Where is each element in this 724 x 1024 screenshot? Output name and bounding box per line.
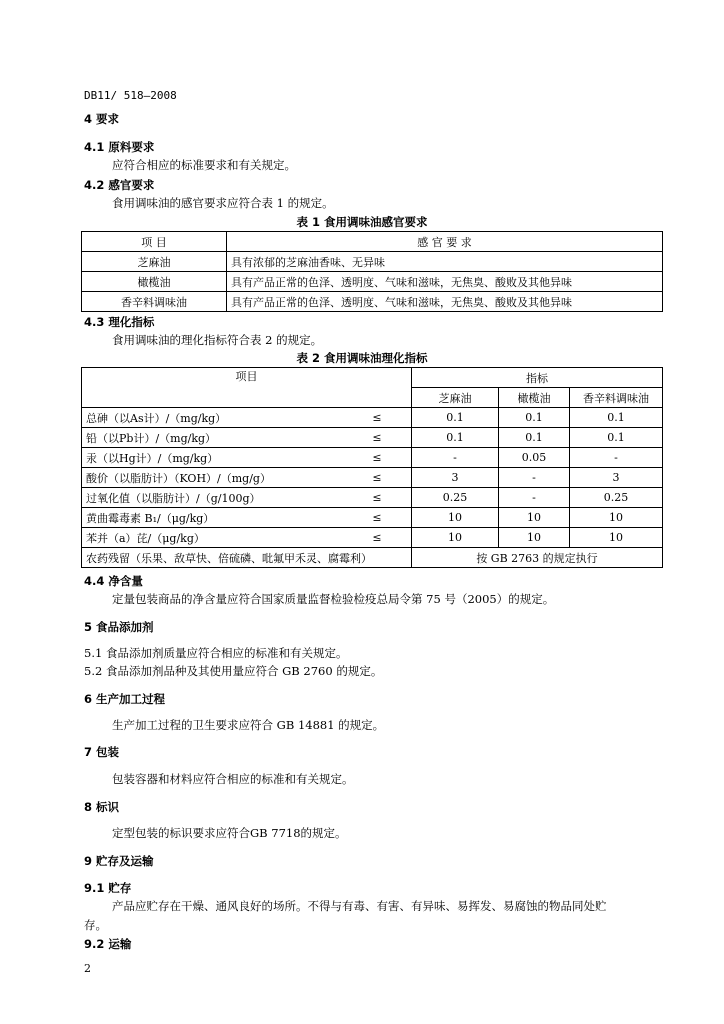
section-4-2-text: 食用调味油的感官要求应符合表 1 的规定。	[112, 196, 334, 210]
table-1-caption: 表 1 食用调味油感官要求	[296, 215, 428, 229]
table-cell: 具有产品正常的色泽、透明度、气味和滋味，无焦臭、酸败及其他异味	[227, 292, 663, 312]
table-cell: 10	[499, 508, 570, 528]
table-cell: 0.1	[570, 408, 663, 428]
table-cell: ≤	[343, 448, 412, 468]
table-cell: ≤	[343, 528, 412, 548]
section-5-1-text: 5.1 食品添加剂质量应符合相应的标准和有关规定。	[84, 646, 348, 660]
table-cell: 10	[499, 528, 570, 548]
table-cell: 汞（以Hg计）/（mg/kg）	[82, 448, 344, 468]
table-row	[82, 408, 663, 428]
section-4-1-heading: 4.1 原料要求	[84, 140, 155, 154]
table-cell: 10	[412, 508, 499, 528]
table-cell: ≤	[343, 428, 412, 448]
table-1-header-requirement: 感 官 要 求	[227, 232, 663, 252]
table-cell: 香辛料调味油	[82, 292, 227, 312]
section-9-1-text-line1: 产品应贮存在干燥、通风良好的场所。不得与有毒、有害、有异味、易挥发、易腐蚀的物品同处贮	[112, 899, 607, 913]
table-cell: 10	[570, 508, 663, 528]
section-4-4-text: 定量包装商品的净含量应符合国家质量监督检验检疫总局令第 75 号（2005）的规定。	[112, 592, 555, 606]
table-cell: 10	[412, 528, 499, 548]
table-cell: 0.25	[412, 488, 499, 508]
table-2-subheader-spice: 香辛料调味油	[570, 388, 663, 408]
table-2-header-row	[82, 368, 663, 388]
table-cell: -	[499, 488, 570, 508]
table-cell: ≤	[343, 408, 412, 428]
table-cell: -	[570, 448, 663, 468]
table-cell: 3	[412, 468, 499, 488]
standard-number: DB11/ 518—2008	[84, 89, 177, 102]
table-row	[82, 508, 663, 528]
section-4-heading: 4 要求	[84, 112, 120, 126]
section-9-1-text-line2: 存。	[84, 918, 107, 932]
section-4-2-heading: 4.2 感官要求	[84, 178, 155, 192]
table-1	[81, 231, 663, 312]
section-5-2-text: 5.2 食品添加剂品种及其使用量应符合 GB 2760 的规定。	[84, 664, 383, 678]
table-cell: 具有产品正常的色泽、透明度、气味和滋味，无焦臭、酸败及其他异味	[227, 272, 663, 292]
table-cell: 铅（以Pb计）/（mg/kg）	[82, 428, 344, 448]
section-9-2-heading: 9.2 运输	[84, 937, 132, 951]
table-row	[82, 488, 663, 508]
table-cell: -	[499, 468, 570, 488]
table-cell: 0.1	[412, 428, 499, 448]
table-cell: 酸价（以脂肪计）（KOH）/（mg/g）	[82, 468, 344, 488]
table-cell: ≤	[343, 508, 412, 528]
table-row	[82, 272, 663, 292]
section-9-heading: 9 贮存及运输	[84, 854, 154, 868]
table-cell: 总砷（以As计）/（mg/kg）	[82, 408, 344, 428]
table-cell: 0.1	[499, 408, 570, 428]
table-cell: -	[412, 448, 499, 468]
section-4-4-heading: 4.4 净含量	[84, 574, 143, 588]
table-cell: 苯并（a）芘/（μg/kg）	[82, 528, 344, 548]
table-row	[82, 448, 663, 468]
table-cell: 农药残留（乐果、敌草快、倍硫磷、吡氟甲禾灵、腐霉利）	[82, 548, 412, 568]
section-6-heading: 6 生产加工过程	[84, 692, 166, 706]
table-cell: 10	[570, 528, 663, 548]
section-9-1-heading: 9.1 贮存	[84, 881, 132, 895]
section-8-heading: 8 标识	[84, 800, 120, 814]
table-cell: ≤	[343, 468, 412, 488]
table-cell: 橄榄油	[82, 272, 227, 292]
section-8-text: 定型包装的标识要求应符合GB 7718的规定。	[112, 826, 347, 840]
section-4-3-heading: 4.3 理化指标	[84, 315, 155, 329]
table-cell: 黄曲霉毒素 B₁/（μg/kg）	[82, 508, 344, 528]
table-cell: 按 GB 2763 的规定执行	[412, 548, 663, 568]
table-2-caption: 表 2 食用调味油理化指标	[296, 351, 428, 365]
table-cell: ≤	[343, 488, 412, 508]
table-row	[82, 292, 663, 312]
table-cell: 0.25	[570, 488, 663, 508]
table-1-header-row	[82, 232, 663, 252]
table-cell: 0.05	[499, 448, 570, 468]
section-4-1-text: 应符合相应的标准要求和有关规定。	[112, 158, 296, 172]
table-row	[82, 428, 663, 448]
section-5-heading: 5 食品添加剂	[84, 620, 154, 634]
table-row	[82, 548, 663, 568]
table-row	[82, 252, 663, 272]
table-row	[82, 468, 663, 488]
table-2-header-index: 指标	[412, 368, 663, 388]
table-cell: 具有浓郁的芝麻油香味、无异味	[227, 252, 663, 272]
table-1-header-item: 项 目	[82, 232, 227, 252]
section-7-heading: 7 包装	[84, 745, 120, 759]
section-6-text: 生产加工过程的卫生要求应符合 GB 14881 的规定。	[112, 718, 385, 732]
table-cell: 过氧化值（以脂肪计）/（g/100g）	[82, 488, 344, 508]
table-cell: 0.1	[499, 428, 570, 448]
table-cell: 3	[570, 468, 663, 488]
section-4-3-text: 食用调味油的理化指标符合表 2 的规定。	[112, 333, 323, 347]
table-2-subheader-sesame: 芝麻油	[412, 388, 499, 408]
table-row	[82, 528, 663, 548]
table-cell: 0.1	[412, 408, 499, 428]
section-7-text: 包装容器和材料应符合相应的标准和有关规定。	[112, 772, 354, 786]
table-2-header-item: 项目	[82, 368, 412, 408]
table-2	[81, 367, 663, 568]
table-cell: 芝麻油	[82, 252, 227, 272]
table-2-subheader-olive: 橄榄油	[499, 388, 570, 408]
page-number: 2	[84, 962, 91, 975]
table-cell: 0.1	[570, 428, 663, 448]
